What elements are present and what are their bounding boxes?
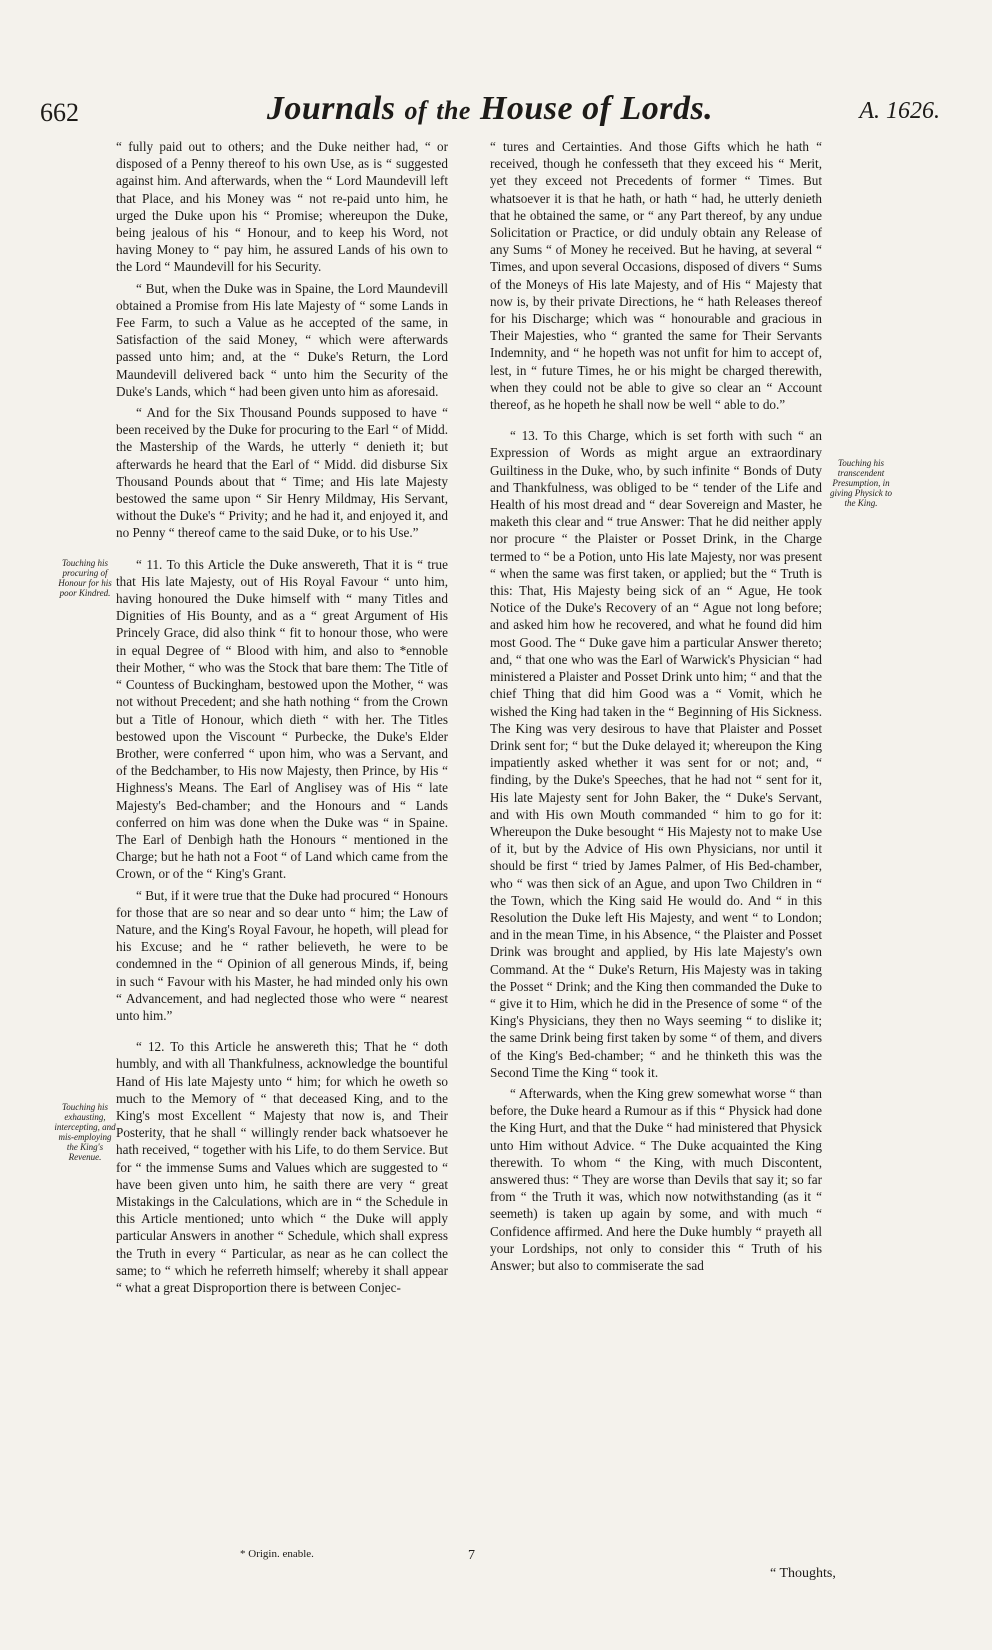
left-paragraph-2: “ But, when the Duke was in Spaine, the Lord Maundevill obtained a Promise from His late Majesty of “ some Lands in Fee Farm, to such a Value as he accepted of the same, in Satisfaction of the said Money, “ which were afterwards passed unto him; and, at the “ Duke's Return, the Lord Maundevill delivered back “ unto him the Security of the Duke's Lands, which “ had been given unto him as aforesaid. xyxy=(116,280,448,399)
right-column xyxy=(490,138,822,1278)
running-title xyxy=(40,90,940,128)
margin-note-revenue: Touching his exhausting, intercepting, and mis-employing the King's Revenue. xyxy=(54,1102,116,1162)
right-paragraph-article-13: “ 13. To this Charge, which is set forth with such “ an Expression of Words as might argue an extraordinary Guiltiness in the Duke, who, by such infinite “ Bonds of Duty and Thankfulness, was obliged to be “ tender of the Life and Health of his most dread and “ dear Sovereign and Master, he maketh this clear and “ true Answer: That he did neither apply nor procure “ the Plaister or Posset Drink, in the Charge termed to “ be a Potion, unto His late Majesty, nor was present “ when the same was first taken, or applied; but the “ Truth is this: That, His Majesty being sick of an “ Ague, He took Notice of the Duke's Recovery of an “ Ague not long before; and asked him how he recovered, and what he found did him most Good. The “ Duke gave him a particular Answer thereto; and, “ that one who was the Earl of Warwick's Physician “ had ministered a Plaister and Posset Drink unto him; “ and that the chief Thing that did him Good was a “ Vomit, which he wished the King had taken in the “ Beginning of His Sickness. The King was very desirous to have that Plaister and Posset Drink sent for; “ but the Duke delayed it; whereupon the King impatiently asked whether it was sent for or not; and, “ finding, by the Duke's Speeches, that he had not “ sent for it, His late Majesty sent for John Baker, the “ Duke's Servant, and with His own Mouth commanded “ him to go for it: Whereupon the Duke besought “ His Majesty not to make Use of it, but by the Advice of His own Physicians, nor until it should be first “ tried by James Palmer, of His Bed-chamber, who “ was then sick of an Ague, and upon Two Children in “ the Town, which the King said He would do. And “ in this Resolution the Duke left His Majesty, and went “ to London; and in the mean Time, in his Absence, “ the Plaister and Posset Drink was brought and applied, by His late Majesty's own Command. At the “ Duke's Return, His Majesty was in taking the Posset “ Drink; and the King then commanded the Duke to “ give it to Him, which he did in the Presence of some “ of the King's Physicians, they then no Ways seeming “ to dislike it; the same Drink being first taken by some “ of them, and divers of the King's Bed-chamber; “ and he thinketh this was the Second Time the King “ took it. xyxy=(490,428,822,1080)
left-column xyxy=(116,138,448,1300)
title-journals: Journals xyxy=(266,90,396,127)
margin-note-honour: Touching his procuring of Honour for his poor Kindred. xyxy=(58,558,112,598)
page-number: 662 xyxy=(40,98,79,127)
signature-mark: 7 xyxy=(468,1548,475,1563)
right-paragraph-1: “ tures and Certainties. And those Gifts which he hath “ received, though he confesseth that they exceed his “ Merit, yet they exceed not Precedents of former “ Times. But whatsoever it is that he hath, or hath “ had, he utterly denieth that he obtained the same, or “ any Part thereof, by any undue Solicitation or Practice, or did unduly obtain any Release of any Sums “ of Money he received. But he having, at several “ Times, and upon several Occasions, disposed of divers “ Sums of the Moneys of His late Majesty, and of His “ Majesty that now is, by their private Directions, he “ hath Releases thereof for his Discharge; which was “ honourable and gracious in Their Majesties, who “ granted the same for Their Servants Indemnity, and “ he hopeth was not unfit for him to accept of, lest, in “ future Times, he or his might be charged therewith, when they could not be able to give so clear an “ Account thereof, as he hopeth he shall now be well “ able to do.” xyxy=(490,139,822,413)
title-house-of-lords: House of Lords. xyxy=(479,90,714,127)
margin-note-physick: Touching his transcendent Presumption, in giving Physick to the King. xyxy=(830,458,892,508)
title-of: of xyxy=(404,96,428,125)
left-paragraph-1: “ fully paid out to others; and the Duke neither had, “ or disposed of a Penny thereof to his own Use, as is “ suggested against him. And afterwards, when the “ Lord Maundevill left that Place, and his Money was “ not re-paid unto him, he urged the Duke upon his “ Promise; whereupon the Duke, being jealous of his “ Honour, and to keep his Word, not having Money to “ pay him, he assured Lands of his own to the Lord “ Maundevill for his Security. xyxy=(116,139,448,275)
page-header xyxy=(40,90,940,134)
left-paragraph-5: “ But, if it were true that the Duke had procured “ Honours for those that are so near and so dear unto “ him; the Law of Nature, and the King's Royal Favour, he hopeth, will plead for his Excuse; and he “ rather believeth, he were to be condemned in the “ Opinion of all generous Minds, if, being in such “ Favour with his Master, he had minded only his own “ Advancement, and had neglected those who were “ nearest unto him.” xyxy=(116,887,448,1023)
title-the: the xyxy=(436,96,471,125)
left-paragraph-3: “ And for the Six Thousand Pounds supposed to have “ been received by the Duke for procuring to the Earl “ of Midd. the Mastership of the Wards, he utterly “ denieth it; but afterwards he heard that the Earl of “ Midd. did disburse Six Thousand Pounds about that “ Time; and His late Majesty bestowed the same upon “ Sir Henry Mildmay, His Servant, without the Duke's “ Privity; and he had it, and enjoyed it, and no Penny “ thereof came to the said Duke, or to his Use.” xyxy=(116,405,448,541)
left-paragraph-article-11: “ 11. To this Article the Duke answereth, That it is “ true that His late Majesty, out of His Royal Favour “ unto him, having honoured the Duke himself with “ many Titles and Dignities of His Bounty, and as a “ great Argument of His Princely Grace, did also think “ fit to honour those, who were in equal Degree of “ Blood with him, and also to *ennoble their Mother, “ who was the Stock that bare them: The Title of “ Countess of Buckingham, bestowed upon the Mother, “ was not without Precedent; and she hath nothing “ from the Crown but a Title of Honour, which dieth “ with her. The Titles bestowed upon the Viscount “ Purbecke, the Duke's Elder Brother, were conferred “ upon him, who was a Servant, and of the Bedchamber, to His now Majesty, then Prince, by His “ Highness's Means. The Earl of Anglisey was of His “ late Majesty's Bed-chamber; and the Honours and “ Lands conferred on him was done when the Duke was “ in Spaine. The Earl of Denbigh hath the Honours “ mentioned in the Charge; but he hath not a Foot “ of Land which came from the Crown, or of the “ King's Grant. xyxy=(116,556,448,882)
footnote: * Origin. enable. xyxy=(240,1548,314,1560)
catchword: “ Thoughts, xyxy=(770,1566,836,1581)
year-label: A. 1626. xyxy=(859,98,940,124)
right-paragraph-3: “ Afterwards, when the King grew somewhat worse “ than before, the Duke heard a Rumour as if this “ Physick had done the King Hurt, and that the Duke “ had ministered that Physick unto Him without Advice. “ The Duke acquainted the King therewith. To whom “ the King, with much Discontent, answered thus: “ They are worse than Devils that say it; so far from “ the Truth it was, which now notwithstanding (as it “ seemeth) is taken up again by some, and with much “ Confidence affirmed. And here the Duke humbly “ prayeth all your Lordships, not only to consider this “ Truth of his Answer; but also to commiserate the sad xyxy=(490,1085,822,1273)
left-paragraph-article-12: “ 12. To this Article he answereth this; That he “ doth humbly, and with all Thankfulness, acknowledge the bountiful Hand of His late Majesty unto “ him; for which he oweth so much to the Memory of “ that deceased King, and to the King's most Excellent “ Majesty that now is, and Their Posterity, that he shall “ willingly render back whatsoever he hath received, “ together with his Life, to do them Service. But for “ the immense Sums and Values which are suggested to “ have been given unto him, he saith there are very “ great Mistakings in the Calculations, which are in “ the Schedule in this Article mentioned; unto which “ the Duke will apply particular Answers in another “ Schedule, which shall express the Truth in every “ Particular, as near as he can collect the same; to “ which he referreth himself; whereby it shall appear “ what a great Disproportion there is between Conjec- xyxy=(116,1039,448,1295)
